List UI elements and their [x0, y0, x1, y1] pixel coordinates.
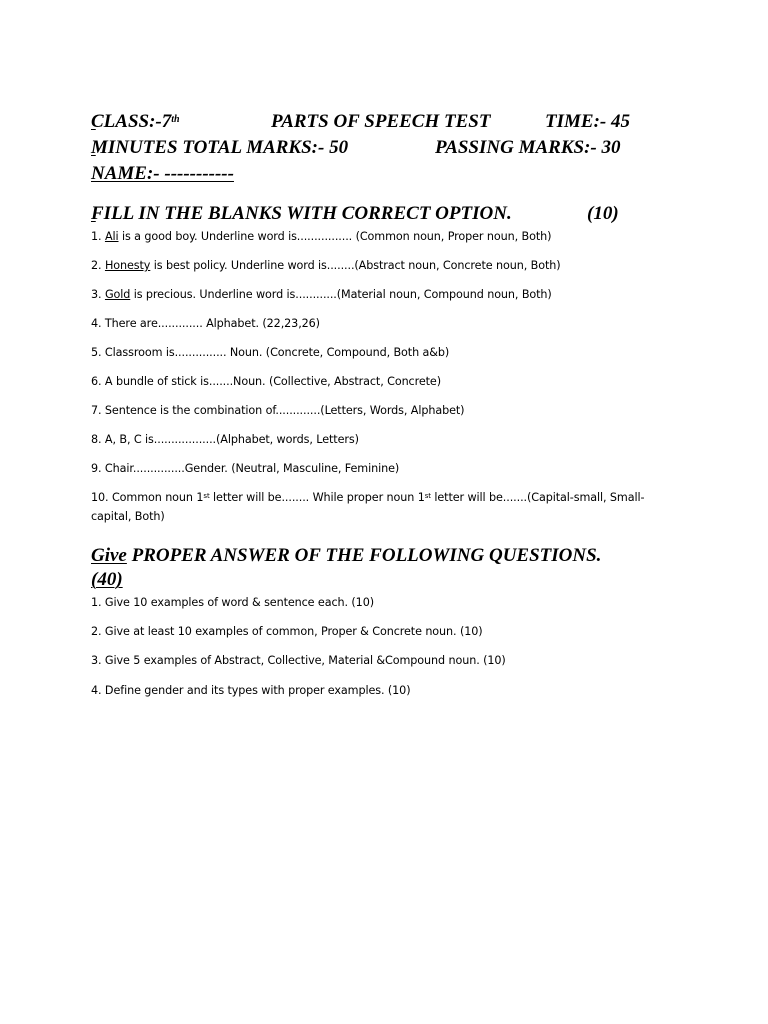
- class-superscript: th: [171, 114, 180, 125]
- section1-marks: (10): [587, 203, 619, 224]
- section2-title: Give PROPER ANSWER OF THE FOLLOWING QUESTIONS.: [91, 545, 602, 566]
- question-2: 2. Honesty is best policy. Underline word is........(Abstract noun, Concrete noun, Both): [91, 259, 561, 272]
- underlined-word: Gold: [104, 288, 131, 301]
- underlined-word: Honesty: [104, 259, 151, 272]
- time-label: TIME:- 45: [545, 111, 630, 132]
- underlined-word: Ali: [104, 230, 119, 243]
- class-label: CLASS:-7th: [91, 111, 180, 132]
- section1-heading: [91, 202, 621, 226]
- question-3: 3. Gold is precious. Underline word is............(Material noun, Compound noun, Both): [91, 288, 552, 301]
- answer-question-4: 4. Define gender and its types with proper examples. (10): [91, 684, 411, 697]
- question-10: 10. Common noun 1st letter will be........ While proper noun 1st letter will be.......(Capital-small, Small-capital, Both): [91, 491, 645, 523]
- question-8: 8. A, B, C is..................(Alphabet, words, Letters): [91, 433, 359, 446]
- question-1: 1. Ali is a good boy. Underline word is................ (Common noun, Proper noun, Both): [91, 230, 552, 243]
- test-title: PARTS OF SPEECH TEST: [271, 111, 491, 132]
- question-5: 5. Classroom is............... Noun. (Concrete, Compound, Both a&b): [91, 346, 450, 359]
- header-line-2: [91, 136, 673, 160]
- question-9: 9. Chair...............Gender. (Neutral, Masculine, Feminine): [91, 462, 400, 475]
- question-4: 4. There are............. Alphabet. (22,23,26): [91, 317, 320, 330]
- header-line-1: [91, 110, 651, 134]
- section1-title: FILL IN THE BLANKS WITH CORRECT OPTION.: [91, 203, 512, 224]
- passing-marks-label: PASSING MARKS:- 30: [435, 137, 621, 158]
- total-marks-label: MINUTES TOTAL MARKS:- 50: [91, 137, 349, 158]
- question-7: 7. Sentence is the combination of.............(Letters, Words, Alphabet): [91, 404, 465, 417]
- answer-question-2: 2. Give at least 10 examples of common, Proper & Concrete noun. (10): [91, 625, 483, 638]
- question-6: 6. A bundle of stick is.......Noun. (Collective, Abstract, Concrete): [91, 375, 441, 388]
- answer-question-3: 3. Give 5 examples of Abstract, Collective, Material &Compound noun. (10): [91, 654, 506, 667]
- name-field: NAME:- -----------: [91, 163, 234, 184]
- section2-marks: (40): [91, 569, 123, 590]
- section2-heading: [91, 544, 647, 568]
- answer-question-1: 1. Give 10 examples of word & sentence each. (10): [91, 596, 374, 609]
